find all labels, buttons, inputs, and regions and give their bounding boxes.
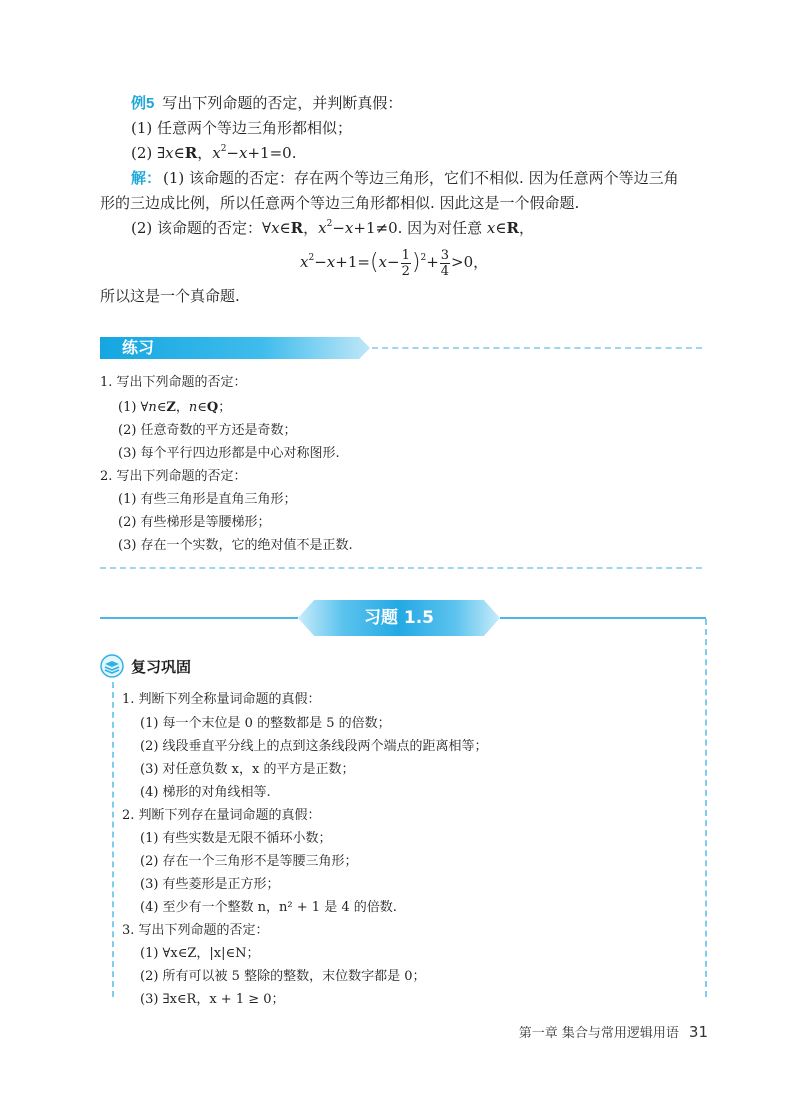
solution-1-line-1: 解： (1) 该命题的否定：存在两个等边三角形，它们不相似. 因为任意两个等边三角: [131, 169, 679, 187]
solution-formula: $x^2-x+1=(x-$ $\frac{1}{2}$ )$^2$+ $\frac{3}{4}$ >0，: [300, 247, 489, 279]
solution-conclusion: 所以这是一个真命题.: [100, 287, 240, 305]
book-stack-icon: [100, 654, 124, 678]
page-footer: [519, 1023, 708, 1043]
solution-2-line: (2) 该命题的否定：∀x∈R，$x^2-x+1\ne 0$. 因为对任意 x∈R，: [131, 219, 534, 237]
chapter-title: 第一章 集合与常用逻辑用语: [518, 1026, 679, 1041]
practice-q1-item-2: (2) 任意奇数的平方还是奇数；: [118, 423, 297, 438]
example-item-2: (2) ∃x∈R，$x^2-x+1=0$.: [131, 144, 297, 162]
solution-label: 解：: [131, 169, 162, 187]
solution-1-line-2: 形的三边成比例，所以任意两个等边三角形都相似. 因此这是一个假命题.: [100, 194, 580, 212]
exercise-q1-item-1: (1) 每一个末位是 0 的整数都是 5 的倍数；: [140, 716, 391, 731]
example-label: 例5: [131, 95, 155, 112]
exercise-q3-item-1: (1) ∀x∈Z，|x|∈N；: [140, 946, 260, 961]
practice-q2-item-1: (1) 有些三角形是直角三角形；: [118, 492, 297, 507]
exercise-q1-item-2: (2) 线段垂直平分线上的点到这条线段两个端点的距离相等；: [140, 739, 488, 754]
section-title: 复习巩固: [131, 658, 192, 676]
example-heading: [131, 93, 402, 114]
exercise-border-right: [705, 619, 707, 997]
practice-divider-top: [372, 347, 702, 349]
exercise-q3-item-2: (2) 所有可以被 5 整除的整数，末位数字都是 0；: [140, 969, 426, 984]
exercise-title: 习题 1.5: [363, 608, 435, 628]
practice-q1: 1. 写出下列命题的否定：: [100, 375, 247, 390]
example-title: 写出下列命题的否定，并判断真假：: [162, 94, 403, 112]
exercise-q2-item-2: (2) 存在一个三角形不是等腰三角形；: [140, 854, 358, 869]
exercise-q1-item-4: (4) 梯形的对角线相等.: [140, 785, 271, 800]
exercise-q2-item-3: (3) 有些菱形是正方形；: [140, 877, 280, 892]
exercise-line-left: [100, 617, 298, 619]
practice-q1-item-3: (3) 每个平行四边形都是中心对称图形.: [118, 446, 340, 461]
exercise-q1: 1. 判断下列全称量词命题的真假：: [122, 692, 321, 707]
exercise-q3: 3. 写出下列命题的否定：: [122, 923, 269, 938]
exercise-border-left: [112, 682, 114, 997]
exercise-line-right: [500, 617, 706, 619]
example-item-1: (1) 任意两个等边三角形都相似；: [131, 119, 353, 137]
practice-q2: 2. 写出下列命题的否定：: [100, 469, 247, 484]
practice-q1-item-1: (1) ∀n∈Z，n∈Q；: [118, 400, 232, 415]
practice-q2-item-3: (3) 存在一个实数，它的绝对值不是正数.: [118, 538, 353, 553]
exercise-q2-item-4: (4) 至少有一个整数 n，n² + 1 是 4 的倍数.: [140, 900, 397, 915]
exercise-q2: 2. 判断下列存在量词命题的真假：: [122, 808, 321, 823]
page-number: 31: [688, 1023, 708, 1041]
exercise-q2-item-1: (1) 有些实数是无限不循环小数；: [140, 831, 332, 846]
practice-q2-item-2: (2) 有些梯形是等腰梯形；: [118, 515, 271, 530]
exercise-q1-item-3: (3) 对任意负数 x，x 的平方是正数；: [140, 762, 355, 777]
practice-title: 练习: [122, 338, 155, 357]
practice-divider-bottom: [100, 567, 702, 569]
exercise-q3-item-3: (3) ∃x∈R，x + 1 ≥ 0；: [140, 992, 285, 1007]
